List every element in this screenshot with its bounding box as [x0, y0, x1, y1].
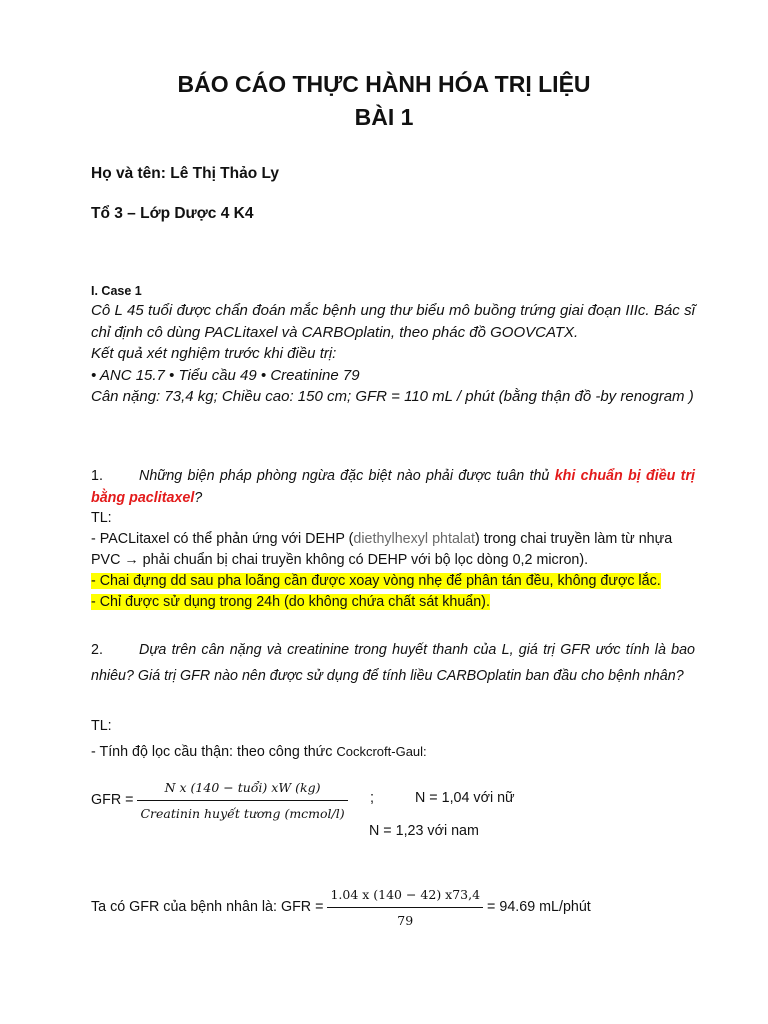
q2-answer — [91, 713, 695, 765]
q1-answer — [91, 508, 695, 613]
calc-numerator: 1.04 x (140 − 42) x73,4 — [327, 884, 483, 908]
q2-answer-label: TL: — [91, 718, 112, 734]
q1-answer-1: - PACLitaxel có thể phản ứng với DEHP (diethylhexyl phtalat) trong chai truyền làm từ nhựa PVC → phải chuẩn bị chai truyền không có DEHP với bộ lọc dòng 0,2 micron). — [91, 531, 673, 568]
q1-answer-label: TL: — [91, 510, 112, 526]
q1-answer-2: - Chai đựng dd sau pha loãng cần được xoay vòng nhẹ để phân tán đều, không được lắc. — [91, 573, 661, 589]
formula-numerator: N x (140 − tuổi) xW (kg) — [137, 777, 347, 801]
formula-separator: ; — [370, 790, 374, 806]
case-labs: • ANC 15.7 • Tiểu cầu 49 • Creatinine 79 — [91, 366, 360, 384]
q1-text-highlight: khi chuẩn bị điều trị bằng paclitaxel — [91, 468, 695, 506]
n-female: N = 1,04 với nữ — [415, 790, 515, 806]
student-group: Tổ 3 – Lớp Dược 4 K4 — [91, 205, 254, 222]
case-desc-text: Cô L 45 tuổi được chẩn đoán mắc bệnh ung thư biểu mô buồng trứng giai đoạn IIIc. Bác sĩ chỉ định cô dùng PACLitaxel và CARBOplatin, theo phác đồ GOOVCATX. — [91, 302, 695, 341]
q1-number: 1. — [91, 468, 103, 484]
q2-text: Dựa trên cân nặng và creatinine trong huyết thanh của L, giá trị GFR ước tính là bao nhiêu? Giá trị GFR nào nên được sử dụng để tính liều CARBOplatin ban đầu cho bệnh nhân? — [91, 642, 695, 684]
formula-fraction — [137, 777, 347, 824]
student-name: Họ và tên: Lê Thị Thảo Ly — [91, 165, 280, 182]
report-title: BÁO CÁO THỰC HÀNH HÓA TRỊ LIỆU — [177, 71, 591, 97]
report-subtitle: BÀI 1 — [354, 104, 414, 130]
gfr-calculation — [91, 884, 731, 931]
formula-denominator: Creatinin huyết tương (mcmol/l) — [140, 806, 345, 821]
calc-denominator: 79 — [397, 913, 414, 928]
case-body-params: Cân nặng: 73,4 kg; Chiều cao: 150 cm; GFR = 110 mL / phút (bằng thận đồ -by renogram ) — [91, 388, 694, 405]
q1-text: Những biện pháp phòng ngừa đặc biệt nào phải được tuân thủ — [139, 468, 550, 484]
calc-prefix: Ta có GFR của bệnh nhân là: GFR = — [91, 899, 324, 915]
q1-text-end: ? — [194, 489, 203, 506]
q2-number: 2. — [91, 642, 103, 658]
question-2 — [91, 637, 695, 689]
calc-fraction — [327, 884, 483, 931]
question-1 — [91, 466, 695, 509]
q2-method: - Tính độ lọc cầu thận: theo công thức Cockcroft-Gaul: — [91, 744, 427, 760]
case-description — [91, 300, 695, 408]
q1-answer-3: - Chỉ được sử dụng trong 24h (do không chứa chất sát khuẩn). — [91, 594, 490, 610]
calc-result: = 94.69 mL/phút — [487, 899, 591, 915]
arrow-right-icon: → — [124, 552, 139, 568]
n-male: N = 1,23 với nam — [369, 823, 479, 839]
formula-lhs: GFR = — [91, 792, 134, 808]
case-heading: I. Case 1 — [91, 284, 142, 298]
case-labs-intro: Kết quả xét nghiệm trước khi điều trị: — [91, 345, 337, 362]
gfr-formula — [91, 777, 695, 821]
